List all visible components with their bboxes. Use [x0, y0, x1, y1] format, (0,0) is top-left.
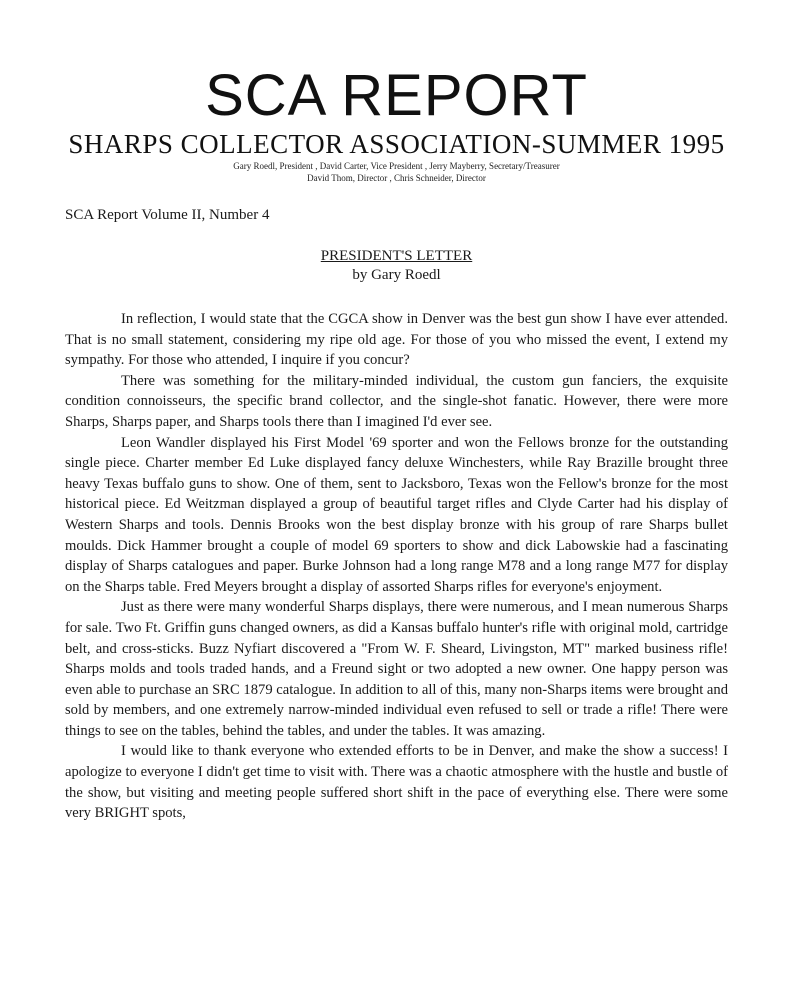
- officers-line-2: David Thom, Director , Chris Schneider, Director: [307, 173, 486, 183]
- report-subtitle: SHARPS COLLECTOR ASSOCIATION-SUMMER 1995: [68, 129, 725, 159]
- report-title: SCA REPORT: [205, 63, 588, 128]
- letter-title: PRESIDENT'S LETTER: [320, 248, 473, 264]
- paragraph-4: Just as there were many wonderful Sharps displays, there were numerous, and I mean numerous Sharps for sale. Two Ft. Griffin guns changed owners, as did a Kansas buffalo hunter's rifle with original mold, cartridge belt, and cross-sticks. Buzz Nyfiart discovered a "From W. F. Sheard, Livingston, MT" marked business rifle! Sharps molds and tools traded hands, and a Freund sight or two adopted a new owner. One happy person was even able to purchase an SRC 1879 catalogue. In addition to all of this, many non-Sharps items were brought and sold by members, and one extremely narrow-minded individual even refused to sell or trade a rifle! There were things to see on the tables, behind the tables, and under the tables. It was amazing.: [65, 599, 728, 739]
- paragraph-1: In reflection, I would state that the CGCA show in Denver was the best gun show I have ever attended. That is no small statement, considering my ripe old age. For those of you who missed the event, I extend my sympathy. For those who attended, I inquire if you concur?: [65, 311, 728, 369]
- paragraph-5: I would like to thank everyone who extended efforts to be in Denver, and make the show a success! I apologize to everyone I didn't get time to visit with. There was a chaotic atmosphere with the hustle and bustle of the show, but visiting and meeting people suffered short shift in the pace of everything else. There were some very BRIGHT spots,: [65, 743, 728, 822]
- officers-line-1: Gary Roedl, President , David Carter, Vice President , Jerry Mayberry, Secretary/Treasurer: [233, 161, 560, 171]
- volume-number: SCA Report Volume II, Number 4: [65, 207, 270, 223]
- letter-body: [65, 309, 728, 824]
- letter-byline: by Gary Roedl: [352, 267, 441, 283]
- paragraph-3: Leon Wandler displayed his First Model '69 sporter and won the Fellows bronze for the outstanding single piece. Charter member Ed Luke displayed fancy deluxe Winchesters, while Ray Brazille brought three heavy Texas buffalo guns to show. One of them, sent to Jacksboro, Texas won the Fellow's bronze for the most historical piece. Ed Weitzman displayed a group of beautiful target rifles and Clyde Carter had his display of Western Sharps and tools. Dennis Brooks won the best display bronze with his group of rare Sharps bullet moulds. Dick Hammer brought a couple of model 69 sporters to show and dick Labowskie had a fascinating display of Sharps catalogues and paper. Burke Johnson had a long range M78 and a long range M77 for display on the Sharps table. Fred Meyers brought a display of assorted Sharps rifles for everyone's enjoyment.: [65, 434, 728, 595]
- paragraph-2: There was something for the military-minded individual, the custom gun fanciers, the exquisite condition connoisseurs, the specific brand collector, and the single-shot fanatic. However, there were more Sharps, Sharps paper, and Sharps tools there than I imagined I'd ever see.: [65, 372, 728, 430]
